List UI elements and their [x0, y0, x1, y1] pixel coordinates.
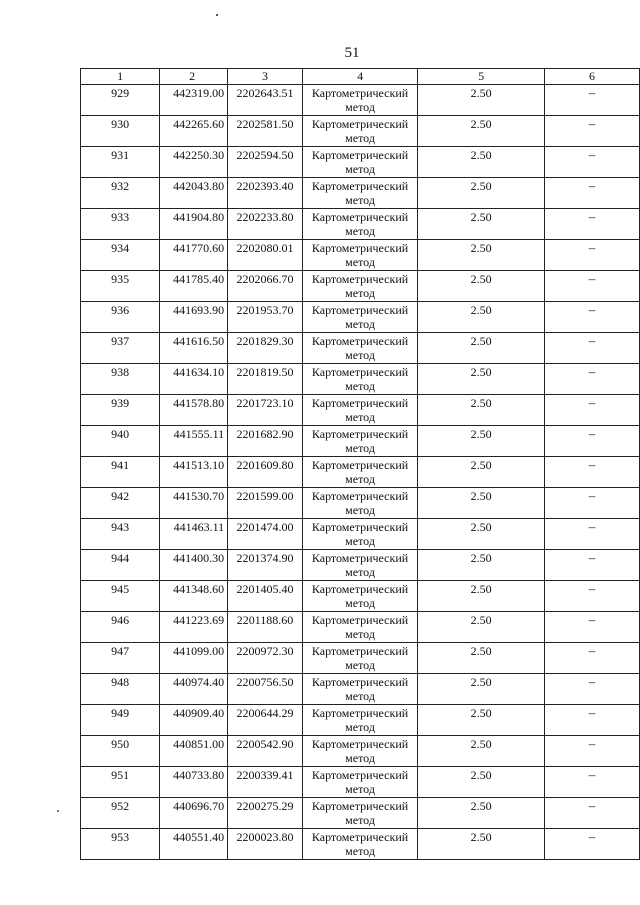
- note-dash: –: [588, 612, 596, 627]
- method-line-2: метод: [345, 472, 375, 486]
- method-line-1: Картометрический: [311, 458, 409, 472]
- note-dash: –: [588, 395, 596, 410]
- point-number-cell: 932: [81, 178, 160, 209]
- accuracy-cell: 2.50: [418, 550, 545, 581]
- table-row: [81, 829, 640, 860]
- method-cell: [302, 395, 418, 426]
- note-dash: –: [588, 736, 596, 751]
- accuracy-cell: 2.50: [418, 674, 545, 705]
- method-cell: [302, 581, 418, 612]
- method-line-1: Картометрический: [311, 210, 409, 224]
- x-coordinate-cell: 442265.60: [160, 116, 228, 147]
- x-coordinate-cell: 442043.80: [160, 178, 228, 209]
- method-line-1: Картометрический: [311, 582, 409, 596]
- method-line-1: Картометрический: [311, 86, 409, 100]
- method-line-1: Картометрический: [311, 830, 409, 844]
- method-cell: [302, 209, 418, 240]
- method-line-1: Картометрический: [311, 179, 409, 193]
- y-coordinate-cell: 2201609.80: [228, 457, 303, 488]
- point-number-cell: 947: [81, 643, 160, 674]
- column-header-6: 6: [544, 69, 639, 85]
- table-row: [81, 240, 640, 271]
- method-line-2: метод: [345, 286, 375, 300]
- column-header-3: 3: [228, 69, 303, 85]
- method-line-2: метод: [345, 596, 375, 610]
- y-coordinate-cell: 2202643.51: [228, 85, 303, 116]
- method-line-2: метод: [345, 100, 375, 114]
- point-number-cell: 931: [81, 147, 160, 178]
- table-row: [81, 705, 640, 736]
- table-row: [81, 271, 640, 302]
- x-coordinate-cell: 441578.80: [160, 395, 228, 426]
- point-number-cell: 950: [81, 736, 160, 767]
- point-number-cell: 940: [81, 426, 160, 457]
- note-cell: [544, 457, 639, 488]
- note-cell: [544, 519, 639, 550]
- method-line-2: метод: [345, 782, 375, 796]
- point-number-cell: 933: [81, 209, 160, 240]
- note-cell: [544, 643, 639, 674]
- x-coordinate-cell: 440909.40: [160, 705, 228, 736]
- method-line-2: метод: [345, 720, 375, 734]
- x-coordinate-cell: 442250.30: [160, 147, 228, 178]
- method-cell: [302, 85, 418, 116]
- x-coordinate-cell: 441099.00: [160, 643, 228, 674]
- header-row: [81, 69, 640, 85]
- note-cell: [544, 767, 639, 798]
- x-coordinate-cell: 441463.11: [160, 519, 228, 550]
- note-dash: –: [588, 581, 596, 596]
- note-dash: –: [588, 643, 596, 658]
- point-number-cell: 935: [81, 271, 160, 302]
- method-cell: [302, 612, 418, 643]
- point-number-cell: 953: [81, 829, 160, 860]
- method-line-1: Картометрический: [311, 365, 409, 379]
- accuracy-cell: 2.50: [418, 705, 545, 736]
- column-header-2: 2: [160, 69, 228, 85]
- method-line-1: Картометрический: [311, 644, 409, 658]
- accuracy-cell: 2.50: [418, 147, 545, 178]
- method-cell: [302, 829, 418, 860]
- method-cell: [302, 488, 418, 519]
- y-coordinate-cell: 2201829.30: [228, 333, 303, 364]
- method-line-2: метод: [345, 224, 375, 238]
- method-line-2: метод: [345, 255, 375, 269]
- note-dash: –: [588, 488, 596, 503]
- note-dash: –: [588, 85, 596, 100]
- method-cell: [302, 798, 418, 829]
- y-coordinate-cell: 2201374.90: [228, 550, 303, 581]
- x-coordinate-cell: 441400.30: [160, 550, 228, 581]
- note-dash: –: [588, 147, 596, 162]
- y-coordinate-cell: 2202594.50: [228, 147, 303, 178]
- table-row: [81, 178, 640, 209]
- y-coordinate-cell: 2201474.00: [228, 519, 303, 550]
- point-number-cell: 942: [81, 488, 160, 519]
- point-number-cell: 938: [81, 364, 160, 395]
- method-line-2: метод: [345, 565, 375, 579]
- x-coordinate-cell: 441634.10: [160, 364, 228, 395]
- method-line-2: метод: [345, 441, 375, 455]
- method-line-1: Картометрический: [311, 241, 409, 255]
- method-cell: [302, 147, 418, 178]
- table-row: [81, 147, 640, 178]
- x-coordinate-cell: 442319.00: [160, 85, 228, 116]
- x-coordinate-cell: 441223.69: [160, 612, 228, 643]
- method-line-2: метод: [345, 844, 375, 858]
- method-cell: [302, 736, 418, 767]
- page-number: 51: [344, 45, 360, 61]
- note-cell: [544, 798, 639, 829]
- method-line-1: Картометрический: [311, 737, 409, 751]
- method-cell: [302, 457, 418, 488]
- table-row: [81, 798, 640, 829]
- point-number-cell: 929: [81, 85, 160, 116]
- method-line-1: Картометрический: [311, 396, 409, 410]
- note-cell: [544, 240, 639, 271]
- table-row: [81, 302, 640, 333]
- accuracy-cell: 2.50: [418, 116, 545, 147]
- x-coordinate-cell: 440733.80: [160, 767, 228, 798]
- y-coordinate-cell: 2200339.41: [228, 767, 303, 798]
- method-line-2: метод: [345, 813, 375, 827]
- table-row: [81, 426, 640, 457]
- note-cell: [544, 426, 639, 457]
- accuracy-cell: 2.50: [418, 643, 545, 674]
- note-cell: [544, 674, 639, 705]
- note-dash: –: [588, 767, 596, 782]
- method-line-1: Картометрический: [311, 768, 409, 782]
- accuracy-cell: 2.50: [418, 457, 545, 488]
- accuracy-cell: 2.50: [418, 240, 545, 271]
- note-cell: [544, 705, 639, 736]
- method-line-2: метод: [345, 131, 375, 145]
- method-cell: [302, 364, 418, 395]
- y-coordinate-cell: 2200275.29: [228, 798, 303, 829]
- note-cell: [544, 581, 639, 612]
- x-coordinate-cell: 441555.11: [160, 426, 228, 457]
- y-coordinate-cell: 2201599.00: [228, 488, 303, 519]
- method-line-2: метод: [345, 627, 375, 641]
- table-row: [81, 550, 640, 581]
- table-row: [81, 85, 640, 116]
- table-row: [81, 674, 640, 705]
- note-cell: [544, 178, 639, 209]
- table-row: [81, 519, 640, 550]
- method-line-1: Картометрический: [311, 520, 409, 534]
- method-line-2: метод: [345, 503, 375, 517]
- method-line-2: метод: [345, 534, 375, 548]
- method-line-1: Картометрический: [311, 799, 409, 813]
- y-coordinate-cell: 2202066.70: [228, 271, 303, 302]
- method-line-2: метод: [345, 317, 375, 331]
- accuracy-cell: 2.50: [418, 767, 545, 798]
- note-cell: [544, 488, 639, 519]
- note-cell: [544, 829, 639, 860]
- point-number-cell: 952: [81, 798, 160, 829]
- point-number-cell: 948: [81, 674, 160, 705]
- note-cell: [544, 85, 639, 116]
- column-header-4: 4: [302, 69, 418, 85]
- x-coordinate-cell: 440696.70: [160, 798, 228, 829]
- accuracy-cell: 2.50: [418, 426, 545, 457]
- note-dash: –: [588, 829, 596, 844]
- method-line-2: метод: [345, 689, 375, 703]
- accuracy-cell: 2.50: [418, 333, 545, 364]
- accuracy-cell: 2.50: [418, 302, 545, 333]
- y-coordinate-cell: 2202581.50: [228, 116, 303, 147]
- point-number-cell: 939: [81, 395, 160, 426]
- x-coordinate-cell: 440974.40: [160, 674, 228, 705]
- point-number-cell: 936: [81, 302, 160, 333]
- y-coordinate-cell: 2201819.50: [228, 364, 303, 395]
- table-row: [81, 488, 640, 519]
- y-coordinate-cell: 2201405.40: [228, 581, 303, 612]
- point-number-cell: 945: [81, 581, 160, 612]
- method-line-1: Картометрический: [311, 148, 409, 162]
- method-line-1: Картометрический: [311, 613, 409, 627]
- accuracy-cell: 2.50: [418, 395, 545, 426]
- note-cell: [544, 116, 639, 147]
- note-dash: –: [588, 271, 596, 286]
- note-dash: –: [588, 798, 596, 813]
- accuracy-cell: 2.50: [418, 798, 545, 829]
- y-coordinate-cell: 2200023.80: [228, 829, 303, 860]
- method-line-1: Картометрический: [311, 427, 409, 441]
- x-coordinate-cell: 441530.70: [160, 488, 228, 519]
- method-line-1: Картометрический: [311, 551, 409, 565]
- accuracy-cell: 2.50: [418, 85, 545, 116]
- table-row: [81, 767, 640, 798]
- method-line-1: Картометрический: [311, 706, 409, 720]
- y-coordinate-cell: 2200644.29: [228, 705, 303, 736]
- y-coordinate-cell: 2201953.70: [228, 302, 303, 333]
- table-row: [81, 457, 640, 488]
- point-number-cell: 930: [81, 116, 160, 147]
- x-coordinate-cell: 440551.40: [160, 829, 228, 860]
- method-line-2: метод: [345, 751, 375, 765]
- point-number-cell: 941: [81, 457, 160, 488]
- accuracy-cell: 2.50: [418, 488, 545, 519]
- note-dash: –: [588, 705, 596, 720]
- note-cell: [544, 209, 639, 240]
- table-row: [81, 643, 640, 674]
- column-header-1: 1: [81, 69, 160, 85]
- method-line-1: Картометрический: [311, 272, 409, 286]
- note-dash: –: [588, 674, 596, 689]
- y-coordinate-cell: 2202393.40: [228, 178, 303, 209]
- note-dash: –: [588, 209, 596, 224]
- method-cell: [302, 705, 418, 736]
- note-cell: [544, 364, 639, 395]
- y-coordinate-cell: 2200972.30: [228, 643, 303, 674]
- method-line-2: метод: [345, 658, 375, 672]
- note-dash: –: [588, 519, 596, 534]
- method-cell: [302, 550, 418, 581]
- method-line-2: метод: [345, 348, 375, 362]
- note-dash: –: [588, 457, 596, 472]
- note-dash: –: [588, 302, 596, 317]
- y-coordinate-cell: 2200542.90: [228, 736, 303, 767]
- method-cell: [302, 767, 418, 798]
- y-coordinate-cell: 2202233.80: [228, 209, 303, 240]
- method-cell: [302, 426, 418, 457]
- x-coordinate-cell: 441616.50: [160, 333, 228, 364]
- y-coordinate-cell: 2201682.90: [228, 426, 303, 457]
- method-cell: [302, 116, 418, 147]
- accuracy-cell: 2.50: [418, 612, 545, 643]
- y-coordinate-cell: 2201188.60: [228, 612, 303, 643]
- method-line-1: Картометрический: [311, 334, 409, 348]
- accuracy-cell: 2.50: [418, 178, 545, 209]
- x-coordinate-cell: 441770.60: [160, 240, 228, 271]
- method-line-1: Картометрический: [311, 117, 409, 131]
- note-cell: [544, 736, 639, 767]
- note-cell: [544, 302, 639, 333]
- accuracy-cell: 2.50: [418, 829, 545, 860]
- method-cell: [302, 271, 418, 302]
- accuracy-cell: 2.50: [418, 736, 545, 767]
- coordinates-table: [80, 68, 640, 860]
- method-cell: [302, 333, 418, 364]
- table-row: [81, 395, 640, 426]
- x-coordinate-cell: 441348.60: [160, 581, 228, 612]
- method-line-2: метод: [345, 379, 375, 393]
- note-dash: –: [588, 178, 596, 193]
- table-row: [81, 333, 640, 364]
- method-line-2: метод: [345, 193, 375, 207]
- table-header: [81, 69, 640, 85]
- method-line-2: метод: [345, 410, 375, 424]
- scan-speck: [216, 14, 218, 16]
- table-row: [81, 364, 640, 395]
- method-line-1: Картометрический: [311, 489, 409, 503]
- accuracy-cell: 2.50: [418, 364, 545, 395]
- point-number-cell: 934: [81, 240, 160, 271]
- table-body: [81, 85, 640, 860]
- y-coordinate-cell: 2201723.10: [228, 395, 303, 426]
- x-coordinate-cell: 441513.10: [160, 457, 228, 488]
- point-number-cell: 944: [81, 550, 160, 581]
- note-cell: [544, 271, 639, 302]
- method-cell: [302, 519, 418, 550]
- accuracy-cell: 2.50: [418, 519, 545, 550]
- note-cell: [544, 550, 639, 581]
- note-dash: –: [588, 550, 596, 565]
- x-coordinate-cell: 441785.40: [160, 271, 228, 302]
- column-header-5: 5: [418, 69, 545, 85]
- note-cell: [544, 395, 639, 426]
- method-cell: [302, 302, 418, 333]
- note-cell: [544, 333, 639, 364]
- table-row: [81, 736, 640, 767]
- table-row: [81, 209, 640, 240]
- point-number-cell: 946: [81, 612, 160, 643]
- x-coordinate-cell: 441693.90: [160, 302, 228, 333]
- method-line-2: метод: [345, 162, 375, 176]
- method-line-1: Картометрический: [311, 675, 409, 689]
- x-coordinate-cell: 441904.80: [160, 209, 228, 240]
- point-number-cell: 937: [81, 333, 160, 364]
- y-coordinate-cell: 2202080.01: [228, 240, 303, 271]
- note-dash: –: [588, 116, 596, 131]
- point-number-cell: 951: [81, 767, 160, 798]
- scan-speck: [57, 810, 59, 812]
- y-coordinate-cell: 2200756.50: [228, 674, 303, 705]
- method-line-1: Картометрический: [311, 303, 409, 317]
- note-dash: –: [588, 364, 596, 379]
- accuracy-cell: 2.50: [418, 581, 545, 612]
- table-row: [81, 612, 640, 643]
- note-dash: –: [588, 426, 596, 441]
- note-cell: [544, 612, 639, 643]
- method-cell: [302, 674, 418, 705]
- table-row: [81, 581, 640, 612]
- point-number-cell: 949: [81, 705, 160, 736]
- note-cell: [544, 147, 639, 178]
- method-cell: [302, 643, 418, 674]
- note-dash: –: [588, 240, 596, 255]
- table-row: [81, 116, 640, 147]
- accuracy-cell: 2.50: [418, 209, 545, 240]
- x-coordinate-cell: 440851.00: [160, 736, 228, 767]
- accuracy-cell: 2.50: [418, 271, 545, 302]
- method-cell: [302, 240, 418, 271]
- note-dash: –: [588, 333, 596, 348]
- method-cell: [302, 178, 418, 209]
- point-number-cell: 943: [81, 519, 160, 550]
